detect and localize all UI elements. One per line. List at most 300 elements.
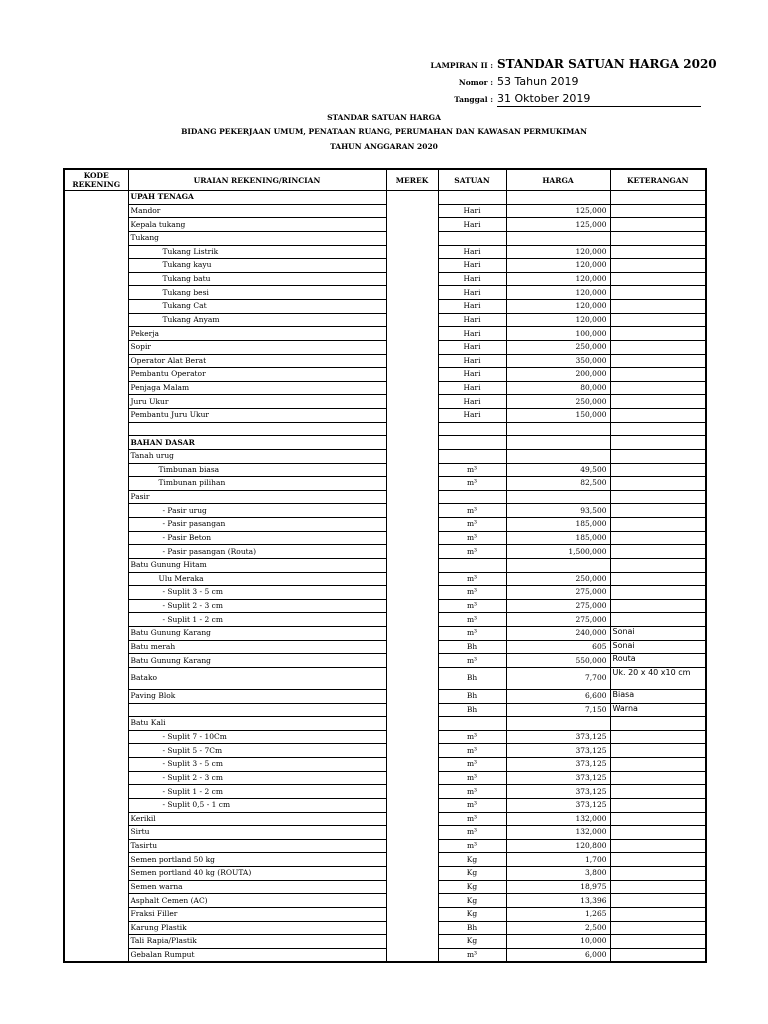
- cell-merek: [386, 463, 438, 477]
- cell-keterangan: [610, 490, 706, 504]
- cell-merek: [386, 340, 438, 354]
- table-row: [64, 191, 706, 205]
- col-satuan-header: SATUAN: [438, 169, 506, 191]
- cell-satuan: m³: [438, 504, 506, 518]
- cell-uraian: Tukang Anyam: [128, 313, 386, 327]
- table-row: [64, 531, 706, 545]
- cell-keterangan: [610, 867, 706, 881]
- table-row: [64, 758, 706, 772]
- document-header: [428, 56, 717, 107]
- cell-kode: [64, 880, 128, 894]
- cell-uraian: Batu Gunung Karang: [128, 627, 386, 641]
- cell-satuan: Bh: [438, 921, 506, 935]
- table-row: [64, 300, 706, 314]
- cell-kode: [64, 935, 128, 949]
- lampiran-value: STANDAR SATUAN HARGA 2020: [497, 57, 717, 71]
- cell-satuan: m³: [438, 531, 506, 545]
- table-row: [64, 245, 706, 259]
- cell-satuan: m³: [438, 463, 506, 477]
- cell-harga: 125,000: [506, 204, 610, 218]
- cell-uraian: Pembantu Juru Ukur: [128, 409, 386, 423]
- cell-satuan: Hari: [438, 272, 506, 286]
- cell-keterangan: [610, 531, 706, 545]
- cell-harga: 350,000: [506, 354, 610, 368]
- cell-keterangan: [610, 395, 706, 409]
- table-row: [64, 490, 706, 504]
- cell-merek: [386, 894, 438, 908]
- cell-kode: [64, 572, 128, 586]
- cell-harga: [506, 490, 610, 504]
- cell-kode: [64, 504, 128, 518]
- cell-harga: 250,000: [506, 395, 610, 409]
- cell-keterangan: [610, 730, 706, 744]
- doc-title: STANDAR SATUAN HARGA: [327, 113, 441, 122]
- cell-harga: [506, 422, 610, 436]
- table-row: [64, 826, 706, 840]
- cell-kode: [64, 812, 128, 826]
- cell-kode: [64, 599, 128, 613]
- cell-merek: [386, 272, 438, 286]
- tanggal-value: 31 Oktober 2019: [497, 92, 591, 105]
- cell-harga: 120,000: [506, 245, 610, 259]
- cell-kode: [64, 654, 128, 668]
- cell-keterangan: [610, 327, 706, 341]
- cell-satuan: Bh: [438, 640, 506, 654]
- cell-kode: [64, 490, 128, 504]
- cell-harga: 120,000: [506, 272, 610, 286]
- table-row: [64, 395, 706, 409]
- cell-satuan: [438, 490, 506, 504]
- cell-keterangan: [610, 409, 706, 423]
- table-row: [64, 518, 706, 532]
- table-row: [64, 313, 706, 327]
- cell-kode: [64, 839, 128, 853]
- nomor-row: [428, 73, 701, 90]
- cell-satuan: m³: [438, 839, 506, 853]
- cell-kode: [64, 730, 128, 744]
- cell-merek: [386, 231, 438, 245]
- cell-uraian: Tukang: [128, 231, 386, 245]
- table-row: [64, 667, 706, 689]
- cell-kode: [64, 717, 128, 731]
- cell-harga: 1,265: [506, 907, 610, 921]
- cell-uraian: Batu Gunung Karang: [128, 654, 386, 668]
- cell-merek: [386, 368, 438, 382]
- cell-satuan: [438, 558, 506, 572]
- cell-harga: 132,000: [506, 826, 610, 840]
- cell-harga: 7,700: [506, 667, 610, 689]
- cell-harga: [506, 558, 610, 572]
- cell-keterangan: [610, 518, 706, 532]
- cell-kode: [64, 744, 128, 758]
- cell-keterangan: [610, 422, 706, 436]
- cell-harga: 200,000: [506, 368, 610, 382]
- cell-satuan: Hari: [438, 368, 506, 382]
- cell-kode: [64, 826, 128, 840]
- cell-keterangan: [610, 204, 706, 218]
- table-row: [64, 558, 706, 572]
- cell-harga: 120,000: [506, 259, 610, 273]
- cell-uraian: Operator Alat Berat: [128, 354, 386, 368]
- cell-keterangan: [610, 436, 706, 450]
- cell-satuan: m³: [438, 654, 506, 668]
- col-keterangan-header: KETERANGAN: [610, 169, 706, 191]
- cell-uraian: Kerikil: [128, 812, 386, 826]
- cell-keterangan: [610, 300, 706, 314]
- table-body: [64, 191, 706, 962]
- cell-merek: [386, 259, 438, 273]
- cell-uraian: Semen portland 50 kg: [128, 853, 386, 867]
- cell-kode: [64, 853, 128, 867]
- cell-keterangan: Routa: [610, 654, 706, 668]
- cell-keterangan: Sonai: [610, 640, 706, 654]
- cell-kode: [64, 894, 128, 908]
- table-row: [64, 381, 706, 395]
- cell-uraian: Ulu Meraka: [128, 572, 386, 586]
- table-row: [64, 785, 706, 799]
- cell-satuan: [438, 449, 506, 463]
- cell-satuan: Hari: [438, 381, 506, 395]
- cell-harga: 275,000: [506, 599, 610, 613]
- cell-keterangan: [610, 381, 706, 395]
- cell-kode: [64, 545, 128, 559]
- cell-keterangan: Sonai: [610, 627, 706, 641]
- cell-keterangan: [610, 313, 706, 327]
- col-merek-header: MEREK: [386, 169, 438, 191]
- cell-kode: [64, 259, 128, 273]
- table-row: [64, 463, 706, 477]
- cell-uraian: BAHAN DASAR: [128, 436, 386, 450]
- cell-kode: [64, 689, 128, 703]
- cell-kode: [64, 613, 128, 627]
- cell-keterangan: [610, 880, 706, 894]
- cell-satuan: Kg: [438, 880, 506, 894]
- cell-keterangan: [610, 572, 706, 586]
- cell-keterangan: [610, 504, 706, 518]
- cell-uraian: - Suplit 1 - 2 cm: [128, 613, 386, 627]
- cell-merek: [386, 327, 438, 341]
- cell-uraian: Sirtu: [128, 826, 386, 840]
- cell-kode: [64, 218, 128, 232]
- cell-merek: [386, 300, 438, 314]
- cell-kode: [64, 368, 128, 382]
- cell-uraian: Tukang Listrik: [128, 245, 386, 259]
- lampiran-row: [428, 56, 717, 73]
- cell-keterangan: [610, 191, 706, 205]
- cell-uraian: Juru Ukur: [128, 395, 386, 409]
- cell-merek: [386, 191, 438, 205]
- cell-satuan: Kg: [438, 894, 506, 908]
- cell-satuan: m³: [438, 572, 506, 586]
- cell-satuan: m³: [438, 545, 506, 559]
- cell-satuan: m³: [438, 785, 506, 799]
- cell-satuan: m³: [438, 744, 506, 758]
- table-row: [64, 703, 706, 717]
- table-row: [64, 572, 706, 586]
- cell-harga: 250,000: [506, 340, 610, 354]
- cell-keterangan: [610, 218, 706, 232]
- cell-satuan: Bh: [438, 667, 506, 689]
- cell-keterangan: [610, 340, 706, 354]
- cell-satuan: [438, 422, 506, 436]
- table-row: [64, 436, 706, 450]
- cell-satuan: Kg: [438, 935, 506, 949]
- cell-harga: 80,000: [506, 381, 610, 395]
- cell-merek: [386, 867, 438, 881]
- cell-uraian: Fraksi Filler: [128, 907, 386, 921]
- cell-harga: 373,125: [506, 771, 610, 785]
- cell-keterangan: [610, 354, 706, 368]
- cell-merek: [386, 758, 438, 772]
- cell-uraian: Pekerja: [128, 327, 386, 341]
- cell-harga: 373,125: [506, 785, 610, 799]
- cell-keterangan: [610, 463, 706, 477]
- cell-kode: [64, 231, 128, 245]
- table-row: [64, 545, 706, 559]
- cell-satuan: Hari: [438, 300, 506, 314]
- cell-merek: [386, 667, 438, 689]
- table-row: [64, 935, 706, 949]
- cell-harga: 18,975: [506, 880, 610, 894]
- cell-harga: 2,500: [506, 921, 610, 935]
- cell-uraian: Pembantu Operator: [128, 368, 386, 382]
- cell-satuan: Hari: [438, 327, 506, 341]
- cell-merek: [386, 812, 438, 826]
- cell-harga: 1,700: [506, 853, 610, 867]
- table-row: [64, 689, 706, 703]
- cell-merek: [386, 586, 438, 600]
- cell-uraian: Mandor: [128, 204, 386, 218]
- cell-keterangan: [610, 558, 706, 572]
- cell-harga: 6,000: [506, 948, 610, 962]
- cell-satuan: m³: [438, 812, 506, 826]
- cell-harga: 49,500: [506, 463, 610, 477]
- cell-merek: [386, 381, 438, 395]
- cell-uraian: Timbunan pilihan: [128, 477, 386, 491]
- cell-satuan: m³: [438, 771, 506, 785]
- cell-uraian: Penjaga Malam: [128, 381, 386, 395]
- cell-harga: 250,000: [506, 572, 610, 586]
- cell-merek: [386, 654, 438, 668]
- nomor-value: 53 Tahun 2019: [497, 75, 579, 88]
- table-row: [64, 340, 706, 354]
- table-row: [64, 286, 706, 300]
- cell-merek: [386, 572, 438, 586]
- cell-satuan: Hari: [438, 204, 506, 218]
- table-row: [64, 368, 706, 382]
- cell-harga: [506, 717, 610, 731]
- cell-kode: [64, 948, 128, 962]
- cell-uraian: Tali Rapia/Plastik: [128, 935, 386, 949]
- cell-keterangan: [610, 758, 706, 772]
- doc-subtitle: BIDANG PEKERJAAN UMUM, PENATAAN RUANG, PERUMAHAN DAN KAWASAN PERMUKIMAN: [181, 127, 587, 136]
- cell-uraian: Tukang Cat: [128, 300, 386, 314]
- cell-keterangan: [610, 717, 706, 731]
- cell-satuan: m³: [438, 758, 506, 772]
- cell-harga: 6,600: [506, 689, 610, 703]
- cell-uraian: Batu Gunung Hitam: [128, 558, 386, 572]
- table-row: [64, 654, 706, 668]
- cell-harga: 275,000: [506, 586, 610, 600]
- cell-harga: 100,000: [506, 327, 610, 341]
- cell-uraian: Tasirtu: [128, 839, 386, 853]
- cell-uraian: Semen portland 40 kg (ROUTA): [128, 867, 386, 881]
- cell-merek: [386, 613, 438, 627]
- cell-merek: [386, 531, 438, 545]
- col-kode-header: KODE REKENING: [64, 169, 128, 191]
- cell-merek: [386, 545, 438, 559]
- cell-keterangan: [610, 839, 706, 853]
- cell-merek: [386, 627, 438, 641]
- cell-uraian: Paving Blok: [128, 689, 386, 703]
- cell-keterangan: [610, 826, 706, 840]
- cell-keterangan: Uk. 20 x 40 x10 cm: [610, 667, 706, 689]
- cell-kode: [64, 907, 128, 921]
- cell-merek: [386, 436, 438, 450]
- cell-harga: 373,125: [506, 798, 610, 812]
- cell-uraian: Tanah urug: [128, 449, 386, 463]
- cell-harga: 82,500: [506, 477, 610, 491]
- cell-harga: [506, 449, 610, 463]
- table-row: [64, 586, 706, 600]
- table-row: [64, 730, 706, 744]
- cell-keterangan: [610, 286, 706, 300]
- cell-harga: 1,500,000: [506, 545, 610, 559]
- table-row: [64, 744, 706, 758]
- cell-keterangan: [610, 613, 706, 627]
- cell-merek: [386, 422, 438, 436]
- cell-uraian: [128, 703, 386, 717]
- cell-keterangan: [610, 812, 706, 826]
- cell-satuan: m³: [438, 599, 506, 613]
- cell-merek: [386, 504, 438, 518]
- cell-kode: [64, 798, 128, 812]
- cell-merek: [386, 245, 438, 259]
- cell-uraian: - Pasir urug: [128, 504, 386, 518]
- cell-keterangan: [610, 798, 706, 812]
- cell-kode: [64, 758, 128, 772]
- cell-harga: 185,000: [506, 531, 610, 545]
- cell-keterangan: [610, 449, 706, 463]
- cell-merek: [386, 730, 438, 744]
- cell-harga: 125,000: [506, 218, 610, 232]
- cell-satuan: Hari: [438, 354, 506, 368]
- cell-keterangan: [610, 477, 706, 491]
- cell-keterangan: [610, 853, 706, 867]
- cell-keterangan: [610, 907, 706, 921]
- cell-satuan: [438, 717, 506, 731]
- table-row: [64, 640, 706, 654]
- cell-satuan: Hari: [438, 245, 506, 259]
- cell-uraian: - Pasir pasangan (Routa): [128, 545, 386, 559]
- cell-keterangan: [610, 272, 706, 286]
- cell-merek: [386, 921, 438, 935]
- cell-satuan: Kg: [438, 907, 506, 921]
- cell-keterangan: [610, 948, 706, 962]
- cell-uraian: Timbunan biasa: [128, 463, 386, 477]
- table-row: [64, 354, 706, 368]
- cell-harga: [506, 231, 610, 245]
- cell-harga: 132,000: [506, 812, 610, 826]
- cell-uraian: Asphalt Cemen (AC): [128, 894, 386, 908]
- cell-merek: [386, 599, 438, 613]
- cell-keterangan: [610, 921, 706, 935]
- cell-satuan: Kg: [438, 867, 506, 881]
- cell-satuan: m³: [438, 730, 506, 744]
- cell-uraian: Tukang kayu: [128, 259, 386, 273]
- cell-satuan: m³: [438, 477, 506, 491]
- cell-uraian: Sopir: [128, 340, 386, 354]
- cell-uraian: - Pasir pasangan: [128, 518, 386, 532]
- cell-merek: [386, 477, 438, 491]
- table-row: [64, 504, 706, 518]
- price-table: [63, 168, 707, 963]
- table-row: [64, 599, 706, 613]
- cell-satuan: Hari: [438, 286, 506, 300]
- cell-harga: 373,125: [506, 730, 610, 744]
- cell-satuan: Bh: [438, 689, 506, 703]
- table-row: [64, 717, 706, 731]
- cell-merek: [386, 853, 438, 867]
- cell-kode: [64, 785, 128, 799]
- table-row: [64, 880, 706, 894]
- cell-harga: [506, 191, 610, 205]
- cell-kode: [64, 381, 128, 395]
- cell-kode: [64, 204, 128, 218]
- table-row: [64, 259, 706, 273]
- table-row: [64, 422, 706, 436]
- table-row: [64, 921, 706, 935]
- cell-merek: [386, 689, 438, 703]
- table-row: [64, 894, 706, 908]
- table-row: [64, 812, 706, 826]
- table-row: [64, 613, 706, 627]
- cell-uraian: - Suplit 2 - 3 cm: [128, 771, 386, 785]
- cell-uraian: - Suplit 1 - 2 cm: [128, 785, 386, 799]
- cell-merek: [386, 935, 438, 949]
- cell-harga: 550,000: [506, 654, 610, 668]
- table-row: [64, 327, 706, 341]
- cell-uraian: Tukang besi: [128, 286, 386, 300]
- cell-harga: 13,396: [506, 894, 610, 908]
- cell-harga: 150,000: [506, 409, 610, 423]
- cell-merek: [386, 313, 438, 327]
- cell-merek: [386, 558, 438, 572]
- cell-harga: 93,500: [506, 504, 610, 518]
- cell-harga: 275,000: [506, 613, 610, 627]
- cell-kode: [64, 558, 128, 572]
- cell-keterangan: Warna: [610, 703, 706, 717]
- cell-uraian: - Pasir Beton: [128, 531, 386, 545]
- cell-harga: 120,000: [506, 286, 610, 300]
- cell-uraian: Batu merah: [128, 640, 386, 654]
- cell-merek: [386, 907, 438, 921]
- cell-kode: [64, 771, 128, 785]
- cell-merek: [386, 744, 438, 758]
- table-header-row: [64, 169, 706, 191]
- cell-merek: [386, 798, 438, 812]
- table-row: [64, 627, 706, 641]
- cell-kode: [64, 245, 128, 259]
- cell-satuan: [438, 191, 506, 205]
- doc-year: TAHUN ANGGARAN 2020: [330, 142, 438, 151]
- cell-keterangan: [610, 785, 706, 799]
- col-harga-header: HARGA: [506, 169, 610, 191]
- table-row: [64, 867, 706, 881]
- cell-merek: [386, 880, 438, 894]
- cell-satuan: m³: [438, 948, 506, 962]
- table-row: [64, 839, 706, 853]
